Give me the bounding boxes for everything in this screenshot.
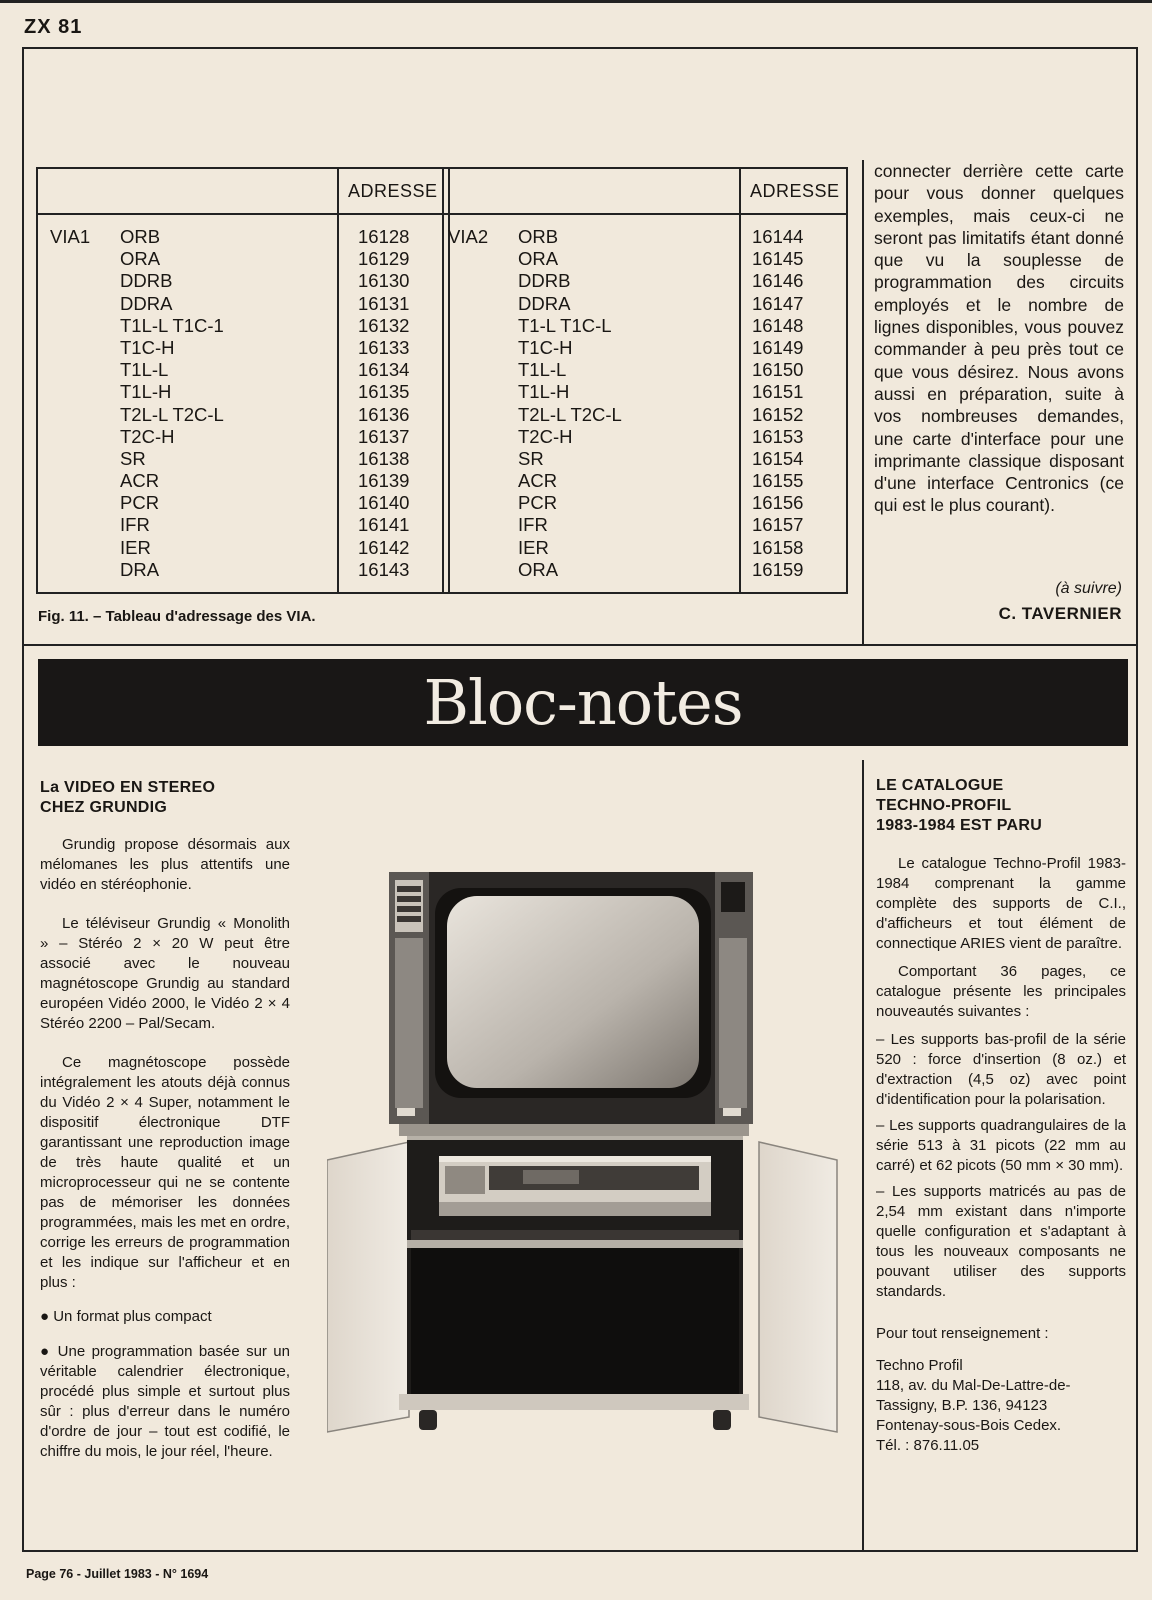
article-title-line1: LE CATALOGUE [876, 777, 1004, 794]
table-cell: T1-L T1C-L [518, 314, 612, 336]
table-cell: 16139 [358, 470, 410, 492]
table-cell: T1C-H [120, 336, 175, 358]
column-divider-top [862, 160, 864, 646]
table-cell: 16128 [358, 226, 410, 247]
table-col-rule [337, 169, 339, 592]
paragraph: – Les supports bas-profil de la série 520 : force d'insertion (8 oz.) et d'extraction (4,5 oz) avec point d'identification pour la polarisation. [876, 1031, 1126, 1108]
table-cell: ACR [518, 470, 558, 492]
table-cell: T1L-L [518, 359, 567, 381]
table-cell: T2L-L T2C-L [120, 403, 224, 425]
table-cell: IER [120, 536, 151, 558]
paragraph: Pour tout renseignement : [876, 1325, 1049, 1342]
table-cell: 16152 [752, 403, 804, 425]
contact-address: 118, av. du Mal-De-Lattre-de- [876, 1377, 1071, 1394]
paragraph: Comportant 36 pages, ce catalogue présente les principales nouveautés suivantes : [876, 963, 1126, 1020]
table-cell: 16142 [358, 536, 410, 558]
table-cell: 16140 [358, 492, 410, 514]
table-cell: 16148 [752, 314, 804, 336]
via1-registers [120, 226, 224, 581]
page-footer: Page 76 - Juillet 1983 - N° 1694 [26, 1567, 209, 1581]
bullet-item: ● Une programmation basée sur un véritable calendrier électronique, procédé plus simple et surtout plus sûr : plus d'erreur dans le numéro d'ordre de jour – tout est codifié, le chiffre du mois, le jour réel, l'heure. [40, 1343, 290, 1460]
table-cell: T2C-H [518, 425, 573, 447]
author: C. TAVERNIER [998, 604, 1122, 623]
via1-label: VIA1 [50, 226, 91, 247]
bloc-notes-banner [38, 659, 1128, 746]
table-cell: PCR [518, 492, 558, 514]
paragraph: – Les supports matricés au pas de 2,54 mm existant dans n'importe quelle configuration et s'adaptant à tous les nouveaux composants ne pouvant utiliser des supports standards. [876, 1183, 1126, 1300]
table-cell: 16143 [358, 558, 410, 580]
table-cell: DDRB [120, 270, 173, 292]
section-divider [22, 644, 1138, 646]
table-cell: T2L-L T2C-L [518, 403, 622, 425]
table-cell: 16138 [358, 447, 410, 469]
table-cell: 16135 [358, 381, 410, 403]
table-col-rule [739, 169, 741, 592]
contact-address: Tassigny, B.P. 136, 94123 [876, 1397, 1048, 1414]
table-cell: 16154 [752, 447, 804, 469]
table-cell: 16149 [752, 336, 804, 358]
paragraph: – Les supports quadrangulaires de la série 513 à 31 picots (22 mm au carré) et 62 picots (50 mm × 30 mm). [876, 1117, 1126, 1174]
article-title-line2: TECHNO-PROFIL [876, 797, 1012, 814]
table-cell: 16141 [358, 514, 410, 536]
figure-caption: Fig. 11. – Tableau d'adressage des VIA. [38, 608, 316, 625]
table-cell: PCR [120, 492, 160, 514]
table-cell: IFR [518, 514, 548, 536]
table-cell: 16146 [752, 270, 804, 292]
article-title-line2: CHEZ GRUNDIG [40, 799, 168, 816]
via2-registers [518, 226, 622, 581]
table-cell: 16150 [752, 359, 804, 381]
table-cell: 16145 [752, 248, 804, 270]
address-header-2: ADRESSE [750, 181, 840, 201]
section-title: ZX 81 [24, 16, 83, 38]
techno-profil-article [876, 776, 1126, 1456]
table-cell: T1L-L T1C-1 [120, 314, 224, 336]
table-cell: ACR [120, 470, 160, 492]
grundig-article [40, 778, 290, 1462]
column-divider-bottom [862, 760, 864, 1552]
contact-name: Techno Profil [876, 1357, 963, 1374]
table-cell: 16130 [358, 270, 410, 292]
contact-address: Fontenay-sous-Bois Cedex. [876, 1417, 1062, 1434]
article-title-line1: La VIDEO EN STEREO [40, 779, 216, 796]
table-cell: 16157 [752, 514, 804, 536]
table-cell: SR [120, 447, 146, 469]
via2-label: VIA2 [448, 226, 489, 247]
article-title-line3: 1983-1984 EST PARU [876, 817, 1043, 834]
table-cell: T1L-H [518, 381, 570, 403]
grundig-tv-vcr-photo [327, 872, 841, 1447]
table-cell: ORB [518, 226, 559, 247]
table-cell: ORA [518, 248, 559, 270]
table-cell: ORB [120, 226, 161, 247]
table-cell: 16134 [358, 359, 410, 381]
table-cell: SR [518, 447, 544, 469]
table-cell: T1L-H [120, 381, 172, 403]
table-cell: 16158 [752, 536, 804, 558]
table-cell: ORA [518, 558, 559, 580]
table-cell: T2C-H [120, 425, 175, 447]
table-cell: ORA [120, 248, 161, 270]
to-be-continued: (à suivre) [1055, 580, 1122, 597]
table-cell: 16144 [752, 226, 804, 247]
table-cell: T1C-H [518, 336, 573, 358]
via2-addresses [752, 226, 803, 581]
table-cell: DDRA [120, 292, 173, 314]
via-address-table [36, 167, 848, 594]
top-rule [0, 0, 1152, 3]
table-cell: 16133 [358, 336, 410, 358]
table-cell: 16159 [752, 558, 804, 580]
article-end-text: connecter derrière cette carte pour vous donner quelques exemples, mais ceux-ci ne seront pas limitatifs étant donné que vu la souplesse de programmation des circuits employés et le nombre de lignes disponibles, vous pouvez commander à peu près tout ce que vous désirez. Nous avons aussi en préparation, suite à vos nombreuses demandes, une carte d'interface pour une imprimante classique disposant d'une interface Centronics (ce qui est le plus courant). [874, 161, 1124, 516]
table-cell: 16136 [358, 403, 410, 425]
table-cell: 16151 [752, 381, 804, 403]
bullet-item: ● Un format plus compact [40, 1308, 212, 1325]
via1-addresses [358, 226, 409, 581]
contact-phone: Tél. : 876.11.05 [876, 1437, 980, 1454]
table-cell: IFR [120, 514, 150, 536]
table-cell: 16156 [752, 492, 804, 514]
table-cell: DRA [120, 558, 160, 580]
table-cell: 16155 [752, 470, 804, 492]
table-cell: DDRA [518, 292, 571, 314]
paragraph: Ce magnétoscope possède intégralement les atouts déjà connus du Vidéo 2 × 4 Super, notamment le dispositif électronique DTF garantissant une reproduction image de très haute qualité et un microprocesseur qui ne se contente pas de mémoriser les données programmées, mais les met en ordre, corrige les erreurs de programmation et les indique sur l'afficheur et en plus : [40, 1054, 290, 1291]
table-cell: 16153 [752, 425, 804, 447]
table-cell: IER [518, 536, 549, 558]
banner-title: Bloc-notes [423, 666, 743, 739]
table-cell: 16132 [358, 314, 410, 336]
table-cell: T1L-L [120, 359, 169, 381]
table-cell: DDRB [518, 270, 571, 292]
table-cell: 16131 [358, 292, 410, 314]
paragraph: Le téléviseur Grundig « Monolith » – Stéréo 2 × 20 W peut être associé avec le nouveau magnétoscope Grundig au standard européen Vidéo 2000, le Vidéo 2 × 4 Stéréo 2200 – Pal/Secam. [40, 915, 290, 1032]
address-header-1: ADRESSE [348, 181, 438, 201]
paragraph: Grundig propose désormais aux mélomanes les plus attentifs une vidéo en stéréophonie. [40, 836, 290, 893]
table-cell: 16147 [752, 292, 804, 314]
table-col-rule [442, 169, 444, 592]
table-cell: 16137 [358, 425, 410, 447]
table-cell: 16129 [358, 248, 410, 270]
paragraph: Le catalogue Techno-Profil 1983-1984 comprenant la gamme complète des supports de C.I., d'afficheurs et tout élément de connectique ARIES vient de paraître. [876, 855, 1126, 952]
